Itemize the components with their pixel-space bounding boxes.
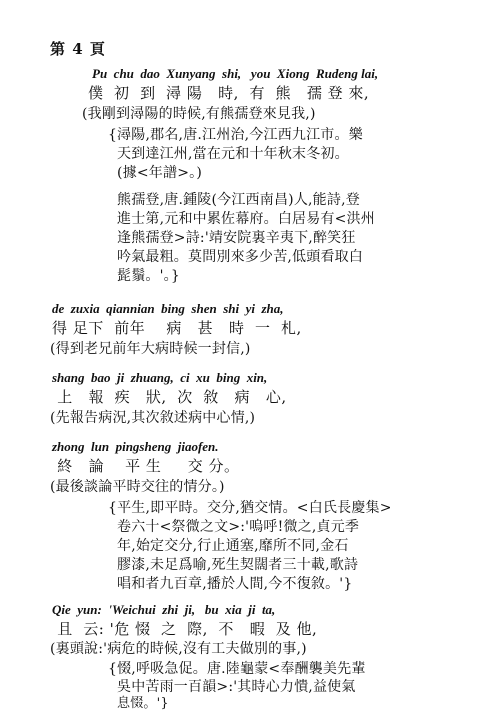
translation-line: (我剛到潯陽的時候,有熊孺登來見我,) xyxy=(82,106,316,122)
note-line: 熊孺登,唐.鍾陵(今江西南昌)人,能詩,登 xyxy=(117,192,360,208)
note-line: 天到達江州,當在元和十年秋末冬初。 xyxy=(117,146,349,162)
note-line: 髭鬚。'。} xyxy=(117,268,180,284)
note-line: {潯陽,郡名,唐.江州治,今江西九江市。樂 xyxy=(108,127,363,143)
chinese-line: 僕 初 到 潯 陽 時, 有 熊 孺 登 來, xyxy=(88,84,370,102)
translation-line: (先報告病況,其次敘述病中心情,) xyxy=(50,410,256,426)
note-line: {惙,呼吸急促。唐.陸龜蒙<奉酬襲美先輩 xyxy=(108,661,366,677)
pinyin-line: shang bao ji zhuang, ci xu bing xin, xyxy=(52,370,268,385)
note-line: 卷六十<祭微之文>:'嗚呼!微之,貞元季 xyxy=(117,519,360,535)
chinese-line: 且 云: '危 惙 之 際, 不 暇 及 他, xyxy=(52,620,318,638)
translation-line: (得到老兄前年大病時候一封信,) xyxy=(50,341,251,357)
chinese-line: 得 足下 前年 病 甚 時 一 札, xyxy=(52,319,302,337)
note-line: {平生,即平時。交分,猶交情。<白氏長慶集> xyxy=(108,500,392,516)
pinyin-line: Pu chu dao Xunyang shi, you Xiong Rudeng lai, xyxy=(92,66,379,81)
note-line: 吟氣最粗。莫問別來多少苦,低頭看取白 xyxy=(117,249,364,265)
note-line: 息惙。'} xyxy=(117,696,169,711)
pinyin-line: de zuxia qiannian bing shen shi yi zha, xyxy=(52,301,284,316)
note-line: 逢熊孺登>詩:'靖安院裏辛夷下,醉笑狂 xyxy=(117,230,356,246)
chinese-line: 終 論 平 生 交 分。 xyxy=(52,457,240,475)
pinyin-line: Qie yun: 'Weichui zhi ji, bu xia ji ta, xyxy=(52,602,276,617)
note-line: 吳中苦雨一百韻>:'其時心力憒,益使氣 xyxy=(117,679,356,695)
note-line: 進士第,元和中累佐幕府。白居易有<洪州 xyxy=(117,211,375,227)
chinese-line: 上 報 疾 狀, 次 敘 病 心, xyxy=(52,388,287,406)
translation-line: (裏頭說:'病危的時候,沒有工夫做別的事,) xyxy=(50,641,307,657)
note-line: 年,始定交分,行止通塞,靡所不同,金石 xyxy=(117,538,349,554)
page-title: 第 4 頁 xyxy=(50,40,106,58)
note-line: 唱和者九百章,播於人間,今不復敘。'} xyxy=(117,576,353,592)
note-line: (據<年譜>。) xyxy=(117,165,202,181)
translation-line: (最後談論平時交往的情分。) xyxy=(50,479,225,495)
note-line: 膠漆,未足爲喻,死生契闊者三十載,歌詩 xyxy=(117,557,359,573)
pinyin-line: zhong lun pingsheng jiaofen. xyxy=(52,439,219,454)
